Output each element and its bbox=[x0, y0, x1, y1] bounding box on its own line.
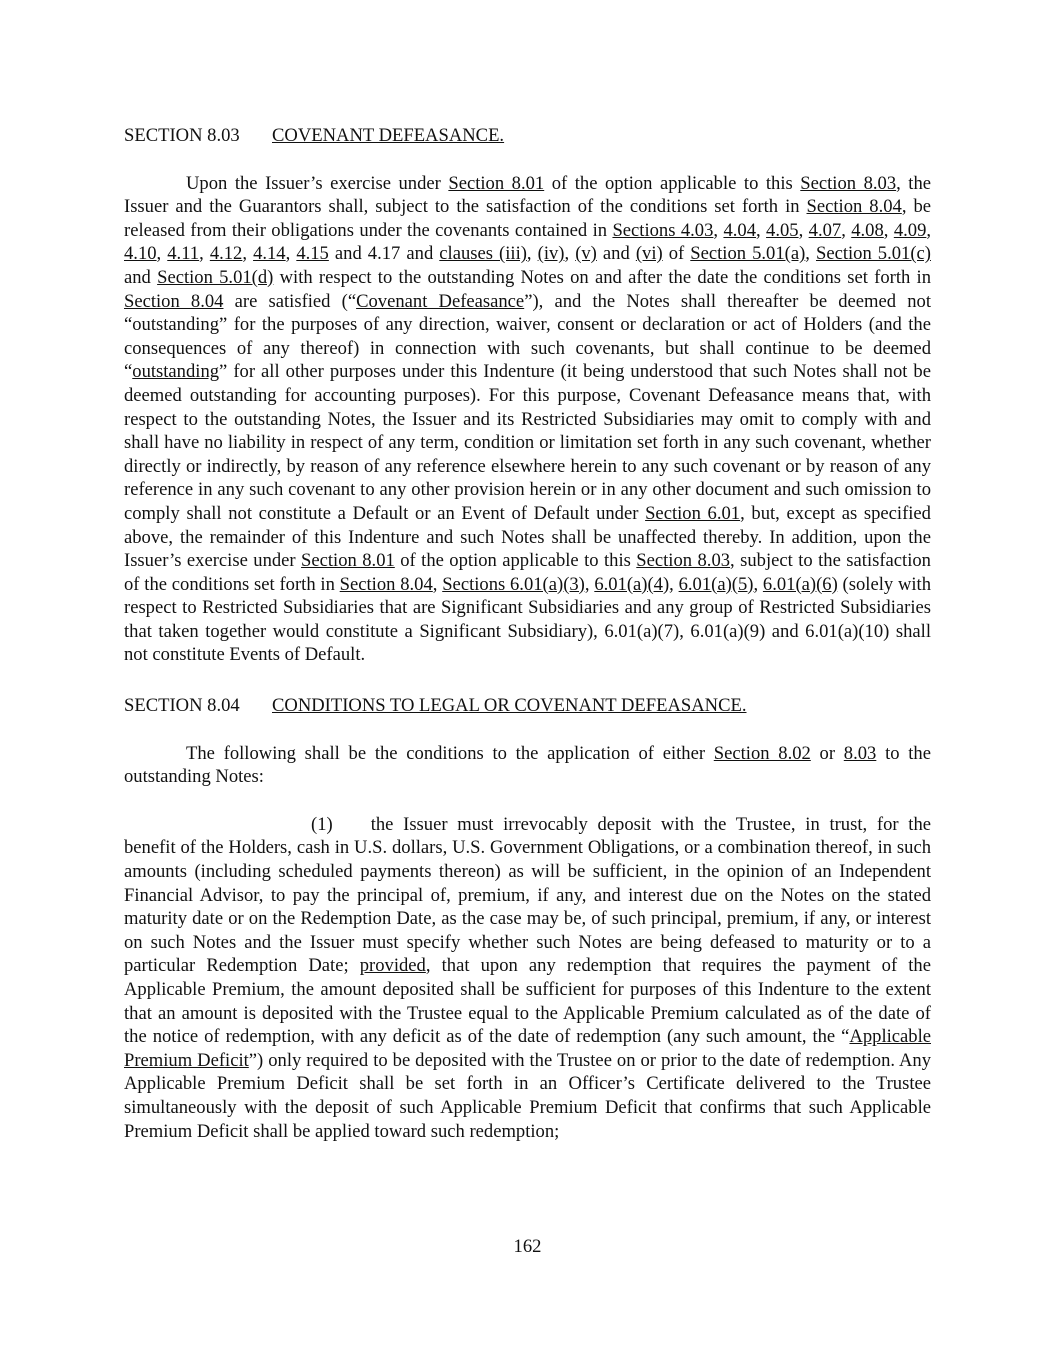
cross-reference: Section 8.04 bbox=[339, 573, 433, 595]
cross-reference: Section 8.01 bbox=[301, 550, 395, 572]
cross-reference: Applicable Premium Deficit bbox=[124, 1026, 931, 1071]
section-8-03-body: Upon the Issuer’s exercise under Section 8.01 of the option applicable to this Section 8.03, the Issuer and the Guarantors shall, subject to the satisfaction of the conditions set forth in Section 8.04, be released from their obligations under the covenants contained in Sections 4.03, 4.04, 4.05, 4.07, 4.08, 4.09, 4.10, 4.11, 4.12, 4.14, 4.15 and 4.17 and clauses (iii), (iv), (v) and (vi) of Section 5.01(a), Section 5.01(c) and Section 5.01(d) with respect to the outstanding Notes on and after the date the conditions set forth in Section 8.04 are satisfied (“Covenant Defeasance”), and the Notes shall thereafter be deemed not “outstanding” for the purposes of any direction, waiver, consent or declaration or act of Holders (and the consequences of any thereof) in connection with such covenants, but shall continue to be deemed “outstanding” for all other purposes under this Indenture (it being understood that such Notes shall not be deemed outstanding for accounting purposes). For this purpose, Covenant Defeasance means that, with respect to the outstanding Notes, the Issuer and its Restricted Subsidiaries may omit to comply with and shall have no liability in respect of any term, condition or limitation set forth in any such covenant, whether directly or indirectly, by reason of any reference elsewhere herein to any such covenant or by reason of any reference in any such covenant to any other provision herein or in any other document and such omission to comply shall not constitute a Default or an Event of Default under Section 6.01, but, except as specified above, the remainder of this Indenture and such Notes shall be unaffected thereby. In addition, upon the Issuer’s exercise under Section 8.01 of the option applicable to this Section 8.03, subject to the satisfaction of the conditions set forth in Section 8.04, Sections 6.01(a)(3), 6.01(a)(4), 6.01(a)(5), 6.01(a)(6) (solely with respect to Restricted Subsidiaries that are Significant Subsidiaries and any group of Restricted Subsidiaries that taken together would constitute a Significant Subsidiary), 6.01(a)(7), 6.01(a)(9) and 6.01(a)(10) shall not constitute Events of Default. bbox=[124, 172, 932, 666]
cross-reference: Section 8.03 bbox=[800, 172, 897, 194]
cross-reference: Section 6.01 bbox=[645, 502, 741, 524]
cross-reference: Section 8.04 bbox=[124, 290, 224, 312]
cross-reference: (vi) bbox=[635, 243, 663, 265]
item-1-label: (1) bbox=[311, 813, 333, 835]
cross-reference: outstanding bbox=[132, 361, 220, 383]
cross-reference: 4.05 bbox=[766, 219, 799, 241]
cross-reference: 8.03 bbox=[843, 742, 877, 764]
cross-reference: provided bbox=[359, 955, 426, 977]
section-8-04-intro: The following shall be the conditions to the application of either Section 8.02 or 8.03 to the outstanding Notes: bbox=[124, 742, 931, 788]
cross-reference: Sections 4.03 bbox=[612, 219, 714, 241]
cross-reference: Section 8.04 bbox=[806, 196, 902, 218]
cross-reference: 4.12 bbox=[209, 243, 243, 265]
document-page bbox=[124, 124, 931, 1143]
cross-reference: 4.07 bbox=[808, 219, 842, 241]
cross-reference: Sections 6.01(a)(3) bbox=[442, 573, 585, 595]
cross-reference: 4.14 bbox=[253, 243, 286, 265]
cross-reference: Covenant Defeasance bbox=[356, 290, 525, 312]
section-8-03-heading bbox=[124, 124, 931, 148]
cross-reference: Section 8.03 bbox=[636, 550, 731, 572]
section-8-04-number: SECTION 8.04 bbox=[124, 695, 240, 717]
section-8-03-title: COVENANT DEFEASANCE. bbox=[272, 125, 505, 146]
cross-reference: 6.01(a)(5) bbox=[678, 573, 754, 595]
cross-reference: 4.11 bbox=[167, 243, 200, 265]
cross-reference: 4.08 bbox=[851, 219, 884, 241]
cross-reference: Section 5.01(c) bbox=[815, 243, 931, 265]
cross-reference: Section 5.01(a) bbox=[690, 243, 806, 265]
cross-reference: clauses (iii) bbox=[439, 243, 527, 265]
cross-reference: 4.04 bbox=[723, 219, 756, 241]
section-8-04-heading bbox=[124, 694, 931, 718]
section-8-04-item-1 bbox=[124, 813, 931, 1143]
cross-reference: 4.10 bbox=[124, 243, 157, 265]
cross-reference: (v) bbox=[575, 243, 597, 265]
cross-reference: 4.15 bbox=[296, 243, 329, 265]
cross-reference: 6.01(a)(6) bbox=[762, 573, 838, 595]
cross-reference: (iv) bbox=[537, 243, 565, 265]
item-1-text: the Issuer must irrevocably deposit with the Trustee, in trust, for the benefit of the Holders, cash in U.S. dollars, U.S. Government Obligations, or a combination thereof, in such amounts (including scheduled payments thereon) as will be sufficient, in the opinion of an Independent Financial Advisor, to pay the principal of, premium, if any, and interest due on the Notes on the stated maturity date or on the Redemption Date, as the case may be, of such principal, premium, if any, or interest on such Notes and the Issuer must specify whether such Notes are being defeased to maturity or to a particular Redemption Date; provided, that upon any redemption that requires the payment of the Applicable Premium, the amount deposited shall be sufficient for purposes of this Indenture to the extent that an amount is deposited with the Trustee equal to the Applicable Premium calculated as of the date of the notice of redemption, with any deficit as of the date of redemption (any such amount, the “Applicable Premium Deficit”) only required to be deposited with the Trustee on or prior to the date of redemption. Any Applicable Premium Deficit shall be set forth in an Officer’s Certificate delivered to the Trustee simultaneously with the deposit of such Applicable Premium Deficit that confirms that such Applicable Premium Deficit shall be applied toward such redemption; bbox=[124, 813, 932, 1142]
page-number: 162 bbox=[513, 1236, 542, 1257]
section-8-04-title: CONDITIONS TO LEGAL OR COVENANT DEFEASANCE. bbox=[272, 695, 747, 717]
cross-reference: 6.01(a)(4) bbox=[594, 573, 670, 595]
cross-reference: Section 5.01(d) bbox=[157, 266, 274, 288]
cross-reference: 4.09 bbox=[893, 219, 927, 241]
cross-reference: Section 8.01 bbox=[448, 172, 545, 194]
cross-reference: Section 8.02 bbox=[713, 742, 811, 764]
section-8-03-number: SECTION 8.03 bbox=[124, 125, 240, 146]
